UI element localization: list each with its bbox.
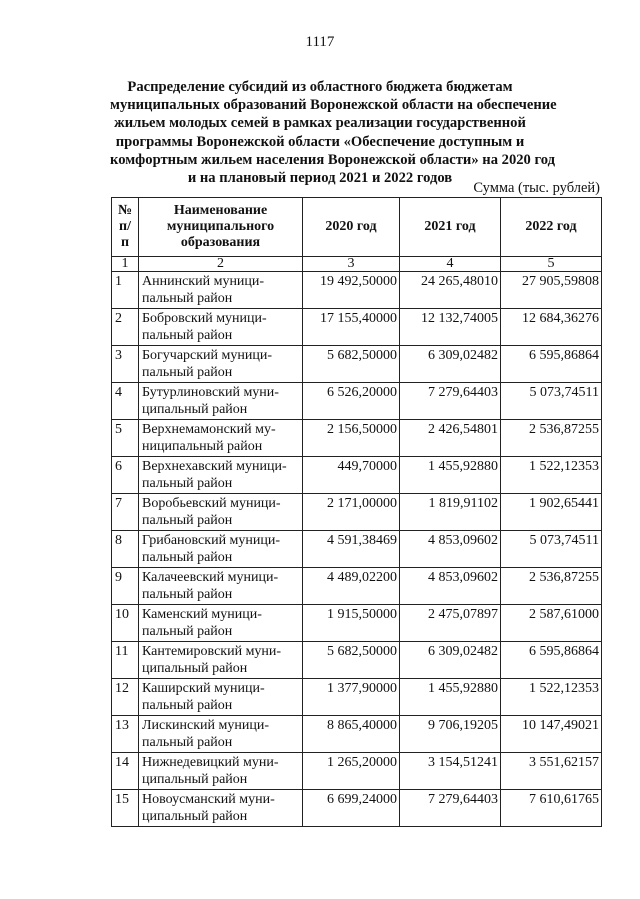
- amount-2022: 5 073,74511: [501, 531, 602, 568]
- amount-2020: 1 265,20000: [303, 753, 400, 790]
- municipality-name-line: Аннинский муници-: [142, 274, 265, 289]
- amount-2022: 12 684,36276: [501, 309, 602, 346]
- municipality-name: [139, 420, 303, 457]
- amount-2020: 4 489,02200: [303, 568, 400, 605]
- amount-2020: 6 699,24000: [303, 790, 400, 827]
- amount-2021: 2 475,07897: [400, 605, 501, 642]
- row-number: 12: [112, 679, 139, 716]
- row-number: 11: [112, 642, 139, 679]
- amount-2021: 24 265,48010: [400, 272, 501, 309]
- table-header-row: [112, 198, 602, 257]
- title-line: комфортным жильем населения Воронежской области» на 2020 год: [110, 151, 556, 168]
- municipality-name-line: Грибановский муници-: [142, 533, 281, 548]
- municipality-name-line: Нижнедевицкий муни-: [142, 755, 279, 770]
- municipality-name-line: Каширский муници-: [142, 681, 265, 696]
- municipality-name-line: Лискинский муници-: [142, 718, 269, 733]
- amount-2022: 2 536,87255: [501, 568, 602, 605]
- municipality-name-line: Воробьевский муници-: [142, 496, 281, 511]
- header-municipality: Наименование муниципального образования: [139, 198, 303, 257]
- municipality-name-line: Бобровский муници-: [142, 311, 267, 326]
- amount-2020: 2 171,00000: [303, 494, 400, 531]
- municipality-name-line: ципальный район: [142, 402, 248, 417]
- municipality-name: [139, 272, 303, 309]
- amount-2020: 449,70000: [303, 457, 400, 494]
- amount-2021: 7 279,64403: [400, 383, 501, 420]
- amount-2022: 1 522,12353: [501, 679, 602, 716]
- row-number: 1: [112, 272, 139, 309]
- row-number: 8: [112, 531, 139, 568]
- amount-2021: 6 309,02482: [400, 346, 501, 383]
- table-row: [112, 642, 602, 679]
- municipality-name-line: пальный район: [142, 698, 233, 713]
- header-2022: 2022 год: [501, 198, 602, 257]
- amount-2021: 1 819,91102: [400, 494, 501, 531]
- amount-2021: 1 455,92880: [400, 679, 501, 716]
- header-2021: 2021 год: [400, 198, 501, 257]
- municipality-name: [139, 642, 303, 679]
- amount-2022: 7 610,61765: [501, 790, 602, 827]
- table-row: [112, 605, 602, 642]
- municipality-name-line: Новоусманский муни-: [142, 792, 275, 807]
- amount-2020: 4 591,38469: [303, 531, 400, 568]
- municipality-name-line: ниципальный район: [142, 439, 263, 454]
- amount-2021: 2 426,54801: [400, 420, 501, 457]
- column-number: 2: [139, 257, 303, 272]
- row-number: 6: [112, 457, 139, 494]
- table-row: [112, 531, 602, 568]
- municipality-name-line: пальный район: [142, 550, 233, 565]
- row-number: 5: [112, 420, 139, 457]
- header-number: № п/п: [112, 198, 139, 257]
- municipality-name: [139, 679, 303, 716]
- column-number: 3: [303, 257, 400, 272]
- municipality-name-line: пальный район: [142, 735, 233, 750]
- title-line: и на плановый период 2021 и 2022 годов: [187, 170, 453, 187]
- row-number: 4: [112, 383, 139, 420]
- municipality-name-line: ципальный район: [142, 772, 248, 787]
- municipality-name-line: Бутурлиновский муни-: [142, 385, 279, 400]
- amount-2021: 7 279,64403: [400, 790, 501, 827]
- row-number: 13: [112, 716, 139, 753]
- amount-2021: 3 154,51241: [400, 753, 501, 790]
- amount-2020: 5 682,50000: [303, 642, 400, 679]
- municipality-name-line: пальный район: [142, 624, 233, 639]
- title-line: муниципальных образований Воронежской области на обеспечение: [110, 97, 557, 114]
- amount-2020: 2 156,50000: [303, 420, 400, 457]
- amount-2022: 6 595,86864: [501, 642, 602, 679]
- municipality-name-line: Верхнемамонский му-: [142, 422, 276, 437]
- municipality-name-line: пальный район: [142, 365, 233, 380]
- table-row: [112, 716, 602, 753]
- table-row: [112, 420, 602, 457]
- row-number: 10: [112, 605, 139, 642]
- amount-2022: 1 902,65441: [501, 494, 602, 531]
- municipality-name: [139, 531, 303, 568]
- title-line: программы Воронежской области «Обеспечение доступным и: [115, 133, 525, 150]
- amount-2021: 12 132,74005: [400, 309, 501, 346]
- table-row: [112, 346, 602, 383]
- amount-2022: 3 551,62157: [501, 753, 602, 790]
- amount-2020: 8 865,40000: [303, 716, 400, 753]
- table-row: [112, 494, 602, 531]
- municipality-name: [139, 753, 303, 790]
- header-2020: 2020 год: [303, 198, 400, 257]
- amount-2020: 6 526,20000: [303, 383, 400, 420]
- amount-2022: 6 595,86864: [501, 346, 602, 383]
- row-number: 3: [112, 346, 139, 383]
- amount-2021: 6 309,02482: [400, 642, 501, 679]
- amount-2020: 19 492,50000: [303, 272, 400, 309]
- municipality-name: [139, 568, 303, 605]
- amount-2022: 5 073,74511: [501, 383, 602, 420]
- row-number: 7: [112, 494, 139, 531]
- units-label: Сумма (тыс. рублей): [473, 180, 600, 196]
- row-number: 14: [112, 753, 139, 790]
- municipality-name-line: ципальный район: [142, 809, 248, 824]
- municipality-name-line: Богучарский муници-: [142, 348, 273, 363]
- row-number: 2: [112, 309, 139, 346]
- row-number: 9: [112, 568, 139, 605]
- column-number: 5: [501, 257, 602, 272]
- page-number: 1117: [305, 34, 335, 50]
- municipality-name-line: пальный район: [142, 328, 233, 343]
- title-line: Распределение субсидий из областного бюджета бюджетам: [127, 79, 513, 95]
- amount-2020: 17 155,40000: [303, 309, 400, 346]
- row-number: 15: [112, 790, 139, 827]
- amount-2022: 2 536,87255: [501, 420, 602, 457]
- table-row: [112, 790, 602, 827]
- amount-2022: 27 905,59808: [501, 272, 602, 309]
- column-number: 4: [400, 257, 501, 272]
- municipality-name: [139, 494, 303, 531]
- municipality-name: [139, 605, 303, 642]
- municipality-name-line: пальный район: [142, 291, 233, 306]
- municipality-name-line: пальный район: [142, 513, 233, 528]
- amount-2020: 5 682,50000: [303, 346, 400, 383]
- amount-2021: 4 853,09602: [400, 568, 501, 605]
- table-row: [112, 753, 602, 790]
- municipality-name-line: Кантемировский муни-: [142, 644, 282, 659]
- municipality-name-line: пальный район: [142, 476, 233, 491]
- subsidies-table: [111, 197, 602, 827]
- amount-2022: 2 587,61000: [501, 605, 602, 642]
- amount-2022: 10 147,49021: [501, 716, 602, 753]
- municipality-name: [139, 790, 303, 827]
- municipality-name: [139, 716, 303, 753]
- municipality-name: [139, 346, 303, 383]
- amount-2021: 9 706,19205: [400, 716, 501, 753]
- municipality-name-line: ципальный район: [142, 661, 248, 676]
- table-row: [112, 679, 602, 716]
- column-number-row: [112, 257, 602, 272]
- municipality-name-line: пальный район: [142, 587, 233, 602]
- amount-2022: 1 522,12353: [501, 457, 602, 494]
- amount-2020: 1 915,50000: [303, 605, 400, 642]
- title-line: жильем молодых семей в рамках реализации государственной: [114, 115, 526, 132]
- amount-2020: 1 377,90000: [303, 679, 400, 716]
- municipality-name-line: Калачеевский муници-: [142, 570, 279, 585]
- municipality-name-line: Каменский муници-: [142, 607, 262, 622]
- table-row: [112, 383, 602, 420]
- table-row: [112, 309, 602, 346]
- municipality-name: [139, 457, 303, 494]
- column-number: 1: [112, 257, 139, 272]
- municipality-name: [139, 309, 303, 346]
- table-row: [112, 272, 602, 309]
- municipality-name-line: Верхнехавский муници-: [142, 459, 287, 474]
- table-row: [112, 457, 602, 494]
- table-row: [112, 568, 602, 605]
- amount-2021: 4 853,09602: [400, 531, 501, 568]
- municipality-name: [139, 383, 303, 420]
- amount-2021: 1 455,92880: [400, 457, 501, 494]
- document-title: [110, 78, 557, 187]
